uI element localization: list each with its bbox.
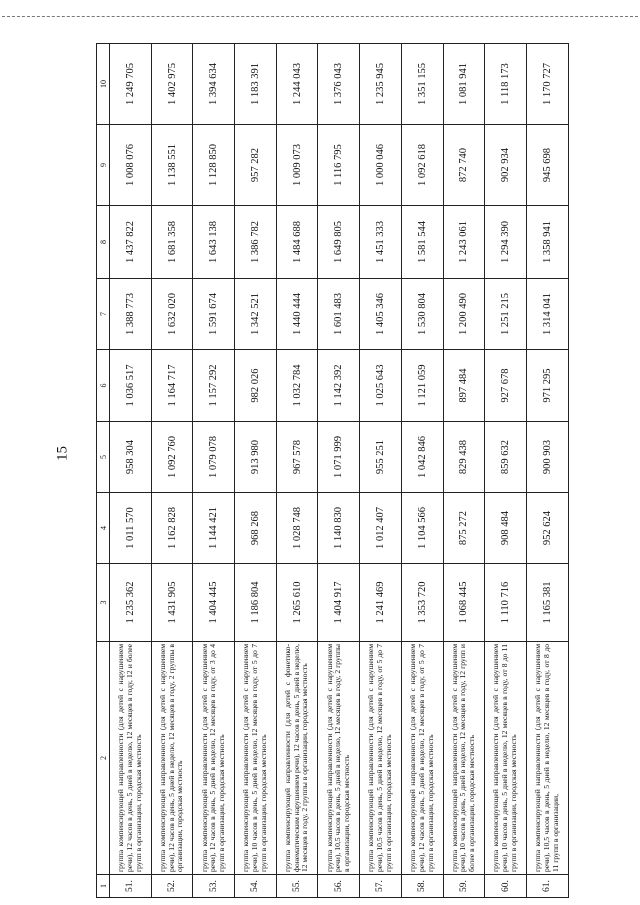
value-cell: 967 578 (276, 422, 318, 493)
value-cell: 908 484 (485, 493, 527, 564)
column-header: 8 (97, 206, 110, 279)
value-cell: 1 200 490 (443, 279, 485, 350)
value-cell: 955 251 (360, 422, 402, 493)
value-cell: 1 121 059 (401, 350, 443, 422)
value-cell: 1 388 773 (110, 279, 152, 350)
value-cell: 1 081 941 (443, 44, 485, 125)
value-cell: 958 304 (110, 422, 152, 493)
value-cell: 1 128 850 (193, 125, 235, 206)
row-description (235, 642, 277, 875)
column-header: 9 (97, 125, 110, 206)
value-cell: 952 624 (526, 493, 568, 564)
row-description-text: группа компенсирующей направленности (для детей с нарушением речи), 12 часов в день, 5 дней в неделю, 12 месяцев в году, от 3 до 4 групп в организации, городская местность (199, 644, 227, 872)
row-description (526, 642, 568, 875)
column-header: 3 (97, 564, 110, 642)
table-row (485, 44, 527, 898)
column-header: 1 (97, 875, 110, 898)
column-header: 4 (97, 493, 110, 564)
value-cell: 1 110 716 (485, 564, 527, 642)
row-description (443, 642, 485, 875)
value-cell: 1 012 407 (360, 493, 402, 564)
value-cell: 1 440 444 (276, 279, 318, 350)
value-cell: 1 028 748 (276, 493, 318, 564)
value-cell: 1 342 521 (235, 279, 277, 350)
value-cell: 1 243 061 (443, 206, 485, 279)
value-cell: 1 068 445 (443, 564, 485, 642)
row-number: 53. (193, 875, 235, 898)
value-cell: 1 358 941 (526, 206, 568, 279)
value-cell: 1 386 782 (235, 206, 277, 279)
column-header: 6 (97, 350, 110, 422)
column-header: 7 (97, 279, 110, 350)
value-cell: 1 601 483 (318, 279, 360, 350)
row-number: 56. (318, 875, 360, 898)
value-cell: 1 162 828 (151, 493, 193, 564)
value-cell: 1 118 173 (485, 44, 527, 125)
value-cell: 1 235 362 (110, 564, 152, 642)
table-row (401, 44, 443, 898)
row-description (110, 642, 152, 875)
value-cell: 957 282 (235, 125, 277, 206)
value-cell: 1 170 727 (526, 44, 568, 125)
value-cell: 945 698 (526, 125, 568, 206)
row-number: 54. (235, 875, 277, 898)
row-number: 60. (485, 875, 527, 898)
row-number: 61. (526, 875, 568, 898)
value-cell: 1 251 215 (485, 279, 527, 350)
value-cell: 1 186 804 (235, 564, 277, 642)
row-description-text: группа компенсирующей направленности (для детей с нарушением речи), 12 часов в день, 5 дней в неделю, 12 месяцев в году, 12 и более групп в организации, городская местность (116, 644, 143, 872)
value-cell: 1 649 805 (318, 206, 360, 279)
row-description (485, 642, 527, 875)
value-cell: 1 314 041 (526, 279, 568, 350)
value-cell: 875 272 (443, 493, 485, 564)
value-cell: 1 530 804 (401, 279, 443, 350)
value-cell: 982 026 (235, 350, 277, 422)
value-cell: 971 295 (526, 350, 568, 422)
table-row (443, 44, 485, 898)
value-cell: 1 404 917 (318, 564, 360, 642)
value-cell: 1 437 822 (110, 206, 152, 279)
value-cell: 1 431 905 (151, 564, 193, 642)
value-cell: 829 438 (443, 422, 485, 493)
table-body (110, 44, 569, 898)
value-cell: 1 138 551 (151, 125, 193, 206)
value-cell: 1 451 333 (360, 206, 402, 279)
row-description-text: группа компенсирующей направленности (для детей с нарушением речи), 12 часов в день, 5 дней в неделю, 12 месяцев в году, от 5 до 7 групп в организации, городская местность (407, 644, 435, 872)
value-cell: 1 591 674 (193, 279, 235, 350)
value-cell: 1 632 020 (151, 279, 193, 350)
value-cell: 1 092 760 (151, 422, 193, 493)
column-header: 2 (97, 642, 110, 875)
value-cell: 1 025 643 (360, 350, 402, 422)
row-number: 51. (110, 875, 152, 898)
row-description-text: группа компенсирующей направленности (для детей с фонетико-фонематическим нарушением речи), 12 часов в день, 5 дней в неделю, 12 месяцев в году, 2 группы в организации, городская местность (282, 644, 310, 872)
row-description-text: группа компенсирующей направленности (для детей с нарушением речи), 10 часов в день, 5 дней в неделю, 12 месяцев в году, от 8 до 11 групп в организации, городская местность (491, 644, 518, 872)
value-cell: 1 681 358 (151, 206, 193, 279)
value-cell: 1 142 392 (318, 350, 360, 422)
row-description-text: группа компенсирующей направленности (для детей с нарушением речи), 10,5 часов в день, 5 дней в неделю, 12 месяцев в году, 2 группы в организации, городская местность (324, 644, 352, 872)
table-row (235, 44, 277, 898)
value-cell: 1 183 391 (235, 44, 277, 125)
row-description-text: группа компенсирующей направленности (для детей с нарушением речи), 10 часов в день, 5 дней в неделю, 12 месяцев в году, 12 групп и более в организации, городская местность (449, 644, 477, 872)
value-cell: 1 144 421 (193, 493, 235, 564)
value-cell: 968 268 (235, 493, 277, 564)
value-cell: 1 404 445 (193, 564, 235, 642)
row-description (401, 642, 443, 875)
value-cell: 1 244 043 (276, 44, 318, 125)
row-description (360, 642, 402, 875)
value-cell: 1 394 634 (193, 44, 235, 125)
value-cell: 1 581 544 (401, 206, 443, 279)
rotated-table-container (96, 44, 616, 898)
value-cell: 1 241 469 (360, 564, 402, 642)
value-cell: 1 265 610 (276, 564, 318, 642)
value-cell: 1 032 784 (276, 350, 318, 422)
value-cell: 1 009 073 (276, 125, 318, 206)
row-description-text: группа компенсирующей направленности (для детей с нарушением речи), 10,5 часов в день, 5 дней в неделю, 12 месяцев в году, от 5 до 7 групп в организации, городская местность (366, 644, 393, 872)
value-cell: 1 071 999 (318, 422, 360, 493)
value-cell: 1 351 155 (401, 44, 443, 125)
page-number: 15 (54, 446, 71, 461)
value-cell: 897 484 (443, 350, 485, 422)
value-cell: 1 104 566 (401, 493, 443, 564)
cost-table (96, 43, 569, 898)
value-cell: 1 376 043 (318, 44, 360, 125)
value-cell: 1 484 688 (276, 206, 318, 279)
top-dashed-line (2, 16, 638, 17)
value-cell: 902 934 (485, 125, 527, 206)
table-row (360, 44, 402, 898)
value-cell: 1 092 618 (401, 125, 443, 206)
table-row (110, 44, 152, 898)
value-cell: 872 740 (443, 125, 485, 206)
value-cell: 859 632 (485, 422, 527, 493)
table-row (193, 44, 235, 898)
row-description-text: группа компенсирующей направленности (для детей с нарушением речи), 10 часов в день, 5 дней в неделю, 12 месяцев в году, от 5 до 7 групп в организации, городская местность (241, 644, 268, 872)
value-cell: 1 643 138 (193, 206, 235, 279)
value-cell: 1 008 076 (110, 125, 152, 206)
value-cell: 1 140 830 (318, 493, 360, 564)
row-number: 52. (151, 875, 193, 898)
row-number: 57. (360, 875, 402, 898)
row-description-text: группа компенсирующей направленности (для детей с нарушением речи), 10,5 часов в день, 5 дней в неделю, 12 месяцев в году, от 8 до 11 групп в организации, (533, 644, 560, 872)
value-cell: 1 000 046 (360, 125, 402, 206)
value-cell: 1 042 846 (401, 422, 443, 493)
value-cell: 1 402 975 (151, 44, 193, 125)
row-number: 58. (401, 875, 443, 898)
value-cell: 900 903 (526, 422, 568, 493)
row-number: 55. (276, 875, 318, 898)
value-cell: 1 164 717 (151, 350, 193, 422)
value-cell: 1 249 705 (110, 44, 152, 125)
row-description (151, 642, 193, 875)
value-cell: 1 235 945 (360, 44, 402, 125)
table-area (96, 44, 616, 898)
row-description (193, 642, 235, 875)
column-header: 5 (97, 422, 110, 493)
value-cell: 927 678 (485, 350, 527, 422)
value-cell: 1 036 517 (110, 350, 152, 422)
value-cell: 913 980 (235, 422, 277, 493)
row-description-text: группа компенсирующей направленности (для детей с нарушением речи), 12 часов в день, 5 дней в неделю, 12 месяцев в году, 2 группы в организации, городская местность (157, 644, 185, 872)
table-row (526, 44, 568, 898)
value-cell: 1 405 346 (360, 279, 402, 350)
table-row (318, 44, 360, 898)
header-row (97, 44, 110, 898)
row-description (318, 642, 360, 875)
table-row (151, 44, 193, 898)
value-cell: 1 011 570 (110, 493, 152, 564)
value-cell: 1 116 795 (318, 125, 360, 206)
table-row (276, 44, 318, 898)
value-cell: 1 079 078 (193, 422, 235, 493)
row-description (276, 642, 318, 875)
column-header: 10 (97, 44, 110, 125)
value-cell: 1 165 381 (526, 564, 568, 642)
value-cell: 1 294 390 (485, 206, 527, 279)
row-number: 59. (443, 875, 485, 898)
value-cell: 1 353 720 (401, 564, 443, 642)
value-cell: 1 157 292 (193, 350, 235, 422)
